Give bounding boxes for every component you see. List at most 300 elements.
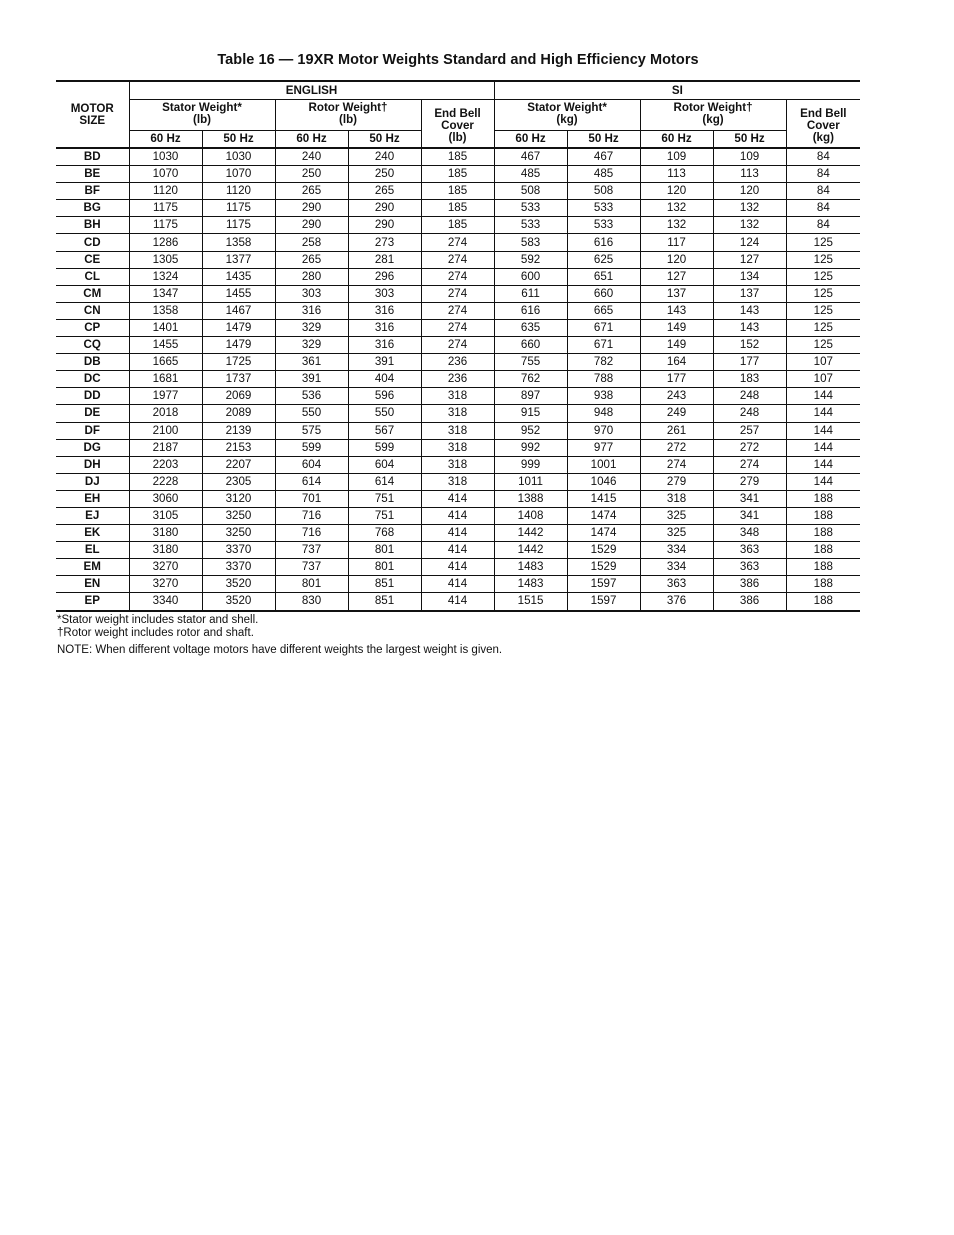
weight-cell: 274 xyxy=(421,268,494,285)
table-row xyxy=(56,183,860,200)
stator-kg-label: Stator Weight* xyxy=(527,101,607,114)
weight-cell: 3250 xyxy=(202,525,275,542)
end-bell-lb-header xyxy=(421,100,494,149)
weight-cell: 665 xyxy=(567,302,640,319)
weight-cell: 274 xyxy=(421,251,494,268)
stator-lb-label: Stator Weight* xyxy=(162,101,242,114)
weight-cell: 329 xyxy=(275,319,348,336)
weight-cell: 1120 xyxy=(129,183,202,200)
weight-cell: 296 xyxy=(348,268,421,285)
weight-cell: 999 xyxy=(494,456,567,473)
weight-cell: 84 xyxy=(786,217,860,234)
weight-cell: 485 xyxy=(494,166,567,183)
motor-size-label: MOTOR SIZE xyxy=(70,101,114,127)
weight-cell: 280 xyxy=(275,268,348,285)
weight-cell: 716 xyxy=(275,507,348,524)
weight-cell: 1474 xyxy=(567,525,640,542)
table-row xyxy=(56,507,860,524)
weight-cell: 137 xyxy=(713,285,786,302)
weight-cell: 248 xyxy=(713,388,786,405)
weight-cell: 164 xyxy=(640,354,713,371)
english-header: ENGLISH xyxy=(129,81,494,100)
weight-cell: 188 xyxy=(786,593,860,611)
weight-cell: 671 xyxy=(567,337,640,354)
table-body xyxy=(56,148,860,611)
table-row xyxy=(56,354,860,371)
weight-cell: 3180 xyxy=(129,542,202,559)
weight-cell: 1358 xyxy=(129,302,202,319)
weight-cell: 3180 xyxy=(129,525,202,542)
motor-size-cell: EM xyxy=(56,559,129,576)
weight-cell: 970 xyxy=(567,422,640,439)
weight-cell: 1474 xyxy=(567,507,640,524)
weight-cell: 143 xyxy=(713,319,786,336)
weight-cell: 948 xyxy=(567,405,640,422)
table-row xyxy=(56,490,860,507)
weight-cell: 143 xyxy=(640,302,713,319)
weight-cell: 1455 xyxy=(129,337,202,354)
weight-cell: 240 xyxy=(275,148,348,166)
motor-size-cell: DB xyxy=(56,354,129,371)
weight-cell: 185 xyxy=(421,200,494,217)
weight-cell: 391 xyxy=(275,371,348,388)
weight-cell: 2100 xyxy=(129,422,202,439)
weight-cell: 599 xyxy=(275,439,348,456)
weight-cell: 125 xyxy=(786,337,860,354)
weight-cell: 992 xyxy=(494,439,567,456)
table-row xyxy=(56,525,860,542)
weight-cell: 316 xyxy=(275,302,348,319)
weight-cell: 341 xyxy=(713,507,786,524)
weight-cell: 660 xyxy=(567,285,640,302)
weight-cell: 274 xyxy=(713,456,786,473)
weight-cell: 3370 xyxy=(202,542,275,559)
weight-cell: 414 xyxy=(421,490,494,507)
weight-cell: 414 xyxy=(421,576,494,593)
weight-cell: 144 xyxy=(786,405,860,422)
weight-cell: 1442 xyxy=(494,542,567,559)
weight-cell: 149 xyxy=(640,337,713,354)
motor-size-cell: DD xyxy=(56,388,129,405)
weight-cell: 508 xyxy=(494,183,567,200)
weight-cell: 2305 xyxy=(202,473,275,490)
weight-cell: 1286 xyxy=(129,234,202,251)
weight-cell: 265 xyxy=(275,183,348,200)
weight-cell: 84 xyxy=(786,200,860,217)
weight-cell: 258 xyxy=(275,234,348,251)
weight-cell: 391 xyxy=(348,354,421,371)
weight-cell: 290 xyxy=(275,217,348,234)
weight-cell: 616 xyxy=(567,234,640,251)
weight-cell: 279 xyxy=(640,473,713,490)
weight-cell: 152 xyxy=(713,337,786,354)
weight-cell: 3250 xyxy=(202,507,275,524)
weight-cell: 3105 xyxy=(129,507,202,524)
weight-cell: 414 xyxy=(421,593,494,611)
weight-note: NOTE: When different voltage motors have different weights the largest weight is given. xyxy=(57,644,503,656)
weight-cell: 830 xyxy=(275,593,348,611)
table-row xyxy=(56,405,860,422)
weight-cell: 977 xyxy=(567,439,640,456)
weight-cell: 132 xyxy=(713,200,786,217)
motor-size-cell: EH xyxy=(56,490,129,507)
weight-cell: 318 xyxy=(421,473,494,490)
rotor-lb-60hz-header: 60 Hz xyxy=(275,131,348,149)
weight-cell: 801 xyxy=(348,542,421,559)
weight-cell: 625 xyxy=(567,251,640,268)
stator-lb-50hz-header: 50 Hz xyxy=(202,131,275,149)
weight-cell: 2153 xyxy=(202,439,275,456)
weight-cell: 274 xyxy=(640,456,713,473)
weight-cell: 851 xyxy=(348,593,421,611)
weight-cell: 533 xyxy=(567,217,640,234)
table-row xyxy=(56,439,860,456)
weight-cell: 1070 xyxy=(202,166,275,183)
weight-cell: 1011 xyxy=(494,473,567,490)
weight-cell: 290 xyxy=(348,217,421,234)
stator-weight-kg-header xyxy=(494,100,640,131)
weight-cell: 149 xyxy=(640,319,713,336)
motor-size-cell: CM xyxy=(56,285,129,302)
weight-cell: 185 xyxy=(421,148,494,166)
weight-cell: 265 xyxy=(348,183,421,200)
weight-cell: 3370 xyxy=(202,559,275,576)
weight-cell: 533 xyxy=(494,200,567,217)
footnote-rotor: †Rotor weight includes rotor and shaft. xyxy=(57,627,254,639)
table-row xyxy=(56,371,860,388)
weight-cell: 318 xyxy=(421,439,494,456)
weight-cell: 274 xyxy=(421,285,494,302)
weight-cell: 318 xyxy=(421,388,494,405)
weight-cell: 671 xyxy=(567,319,640,336)
weight-cell: 1597 xyxy=(567,576,640,593)
weight-cell: 1175 xyxy=(129,200,202,217)
weight-cell: 550 xyxy=(275,405,348,422)
weight-cell: 318 xyxy=(640,490,713,507)
weight-cell: 386 xyxy=(713,576,786,593)
weight-cell: 303 xyxy=(275,285,348,302)
weight-cell: 318 xyxy=(421,422,494,439)
weight-cell: 261 xyxy=(640,422,713,439)
rotor-kg-label: Rotor Weight† xyxy=(673,101,753,114)
weight-cell: 414 xyxy=(421,542,494,559)
table-row xyxy=(56,388,860,405)
weight-cell: 1467 xyxy=(202,302,275,319)
weight-cell: 188 xyxy=(786,576,860,593)
motor-size-cell: BH xyxy=(56,217,129,234)
table-row xyxy=(56,422,860,439)
weight-cell: 801 xyxy=(275,576,348,593)
weight-cell: 107 xyxy=(786,354,860,371)
motor-size-cell: EP xyxy=(56,593,129,611)
weight-cell: 125 xyxy=(786,285,860,302)
weight-cell: 303 xyxy=(348,285,421,302)
weight-cell: 183 xyxy=(713,371,786,388)
weight-cell: 1070 xyxy=(129,166,202,183)
weight-cell: 536 xyxy=(275,388,348,405)
motor-size-cell: CE xyxy=(56,251,129,268)
table-row xyxy=(56,593,860,611)
weight-cell: 915 xyxy=(494,405,567,422)
weight-cell: 897 xyxy=(494,388,567,405)
weight-cell: 533 xyxy=(494,217,567,234)
weight-cell: 1483 xyxy=(494,576,567,593)
weight-cell: 137 xyxy=(640,285,713,302)
motor-weights-table xyxy=(56,80,860,612)
weight-cell: 567 xyxy=(348,422,421,439)
motor-size-cell: DG xyxy=(56,439,129,456)
weight-cell: 316 xyxy=(348,319,421,336)
weight-cell: 329 xyxy=(275,337,348,354)
weight-cell: 109 xyxy=(640,148,713,166)
weight-cell: 363 xyxy=(713,559,786,576)
weight-cell: 334 xyxy=(640,559,713,576)
weight-cell: 107 xyxy=(786,371,860,388)
weight-cell: 84 xyxy=(786,183,860,200)
table-row xyxy=(56,268,860,285)
weight-cell: 414 xyxy=(421,559,494,576)
weight-cell: 363 xyxy=(640,576,713,593)
table-row xyxy=(56,285,860,302)
weight-cell: 386 xyxy=(713,593,786,611)
weight-cell: 1175 xyxy=(202,200,275,217)
weight-cell: 318 xyxy=(421,405,494,422)
weight-cell: 125 xyxy=(786,268,860,285)
weight-cell: 361 xyxy=(275,354,348,371)
motor-size-cell: EL xyxy=(56,542,129,559)
weight-cell: 144 xyxy=(786,388,860,405)
weight-cell: 243 xyxy=(640,388,713,405)
weight-cell: 485 xyxy=(567,166,640,183)
weight-cell: 583 xyxy=(494,234,567,251)
weight-cell: 1483 xyxy=(494,559,567,576)
weight-cell: 604 xyxy=(348,456,421,473)
weight-cell: 701 xyxy=(275,490,348,507)
weight-cell: 851 xyxy=(348,576,421,593)
weight-cell: 188 xyxy=(786,542,860,559)
weight-cell: 188 xyxy=(786,525,860,542)
weight-cell: 144 xyxy=(786,473,860,490)
weight-cell: 120 xyxy=(640,251,713,268)
motor-size-cell: BF xyxy=(56,183,129,200)
weight-cell: 132 xyxy=(640,217,713,234)
weight-cell: 144 xyxy=(786,456,860,473)
motor-size-cell: DC xyxy=(56,371,129,388)
weight-cell: 3520 xyxy=(202,576,275,593)
weight-cell: 265 xyxy=(275,251,348,268)
weight-cell: 144 xyxy=(786,439,860,456)
motor-size-cell: EN xyxy=(56,576,129,593)
weight-cell: 113 xyxy=(640,166,713,183)
weight-cell: 1415 xyxy=(567,490,640,507)
table-row xyxy=(56,337,860,354)
motor-size-cell: DE xyxy=(56,405,129,422)
weight-cell: 1030 xyxy=(202,148,275,166)
weight-cell: 177 xyxy=(640,371,713,388)
end-bell-lb-line1: End Bell xyxy=(434,106,481,120)
weight-cell: 2139 xyxy=(202,422,275,439)
table-row xyxy=(56,559,860,576)
rotor-kg-unit: (kg) xyxy=(702,113,724,126)
weight-cell: 120 xyxy=(640,183,713,200)
weight-cell: 1324 xyxy=(129,268,202,285)
weight-cell: 250 xyxy=(348,166,421,183)
weight-cell: 1597 xyxy=(567,593,640,611)
weight-cell: 2089 xyxy=(202,405,275,422)
weight-cell: 614 xyxy=(348,473,421,490)
weight-cell: 290 xyxy=(275,200,348,217)
weight-cell: 762 xyxy=(494,371,567,388)
motor-size-cell: BD xyxy=(56,148,129,166)
weight-cell: 3270 xyxy=(129,559,202,576)
weight-cell: 120 xyxy=(713,183,786,200)
weight-cell: 751 xyxy=(348,507,421,524)
weight-cell: 113 xyxy=(713,166,786,183)
weight-cell: 801 xyxy=(348,559,421,576)
weight-cell: 938 xyxy=(567,388,640,405)
weight-cell: 248 xyxy=(713,405,786,422)
end-bell-kg-unit: (kg) xyxy=(812,130,834,144)
weight-cell: 274 xyxy=(421,234,494,251)
end-bell-kg-line1: End Bell xyxy=(800,106,847,120)
weight-cell: 177 xyxy=(713,354,786,371)
weight-cell: 604 xyxy=(275,456,348,473)
weight-cell: 316 xyxy=(348,337,421,354)
motor-size-cell: EJ xyxy=(56,507,129,524)
end-bell-kg-line2: Cover xyxy=(806,118,840,132)
weight-cell: 281 xyxy=(348,251,421,268)
table-row xyxy=(56,473,860,490)
weight-cell: 1442 xyxy=(494,525,567,542)
weight-cell: 611 xyxy=(494,285,567,302)
weight-cell: 755 xyxy=(494,354,567,371)
weight-cell: 3270 xyxy=(129,576,202,593)
weight-cell: 1977 xyxy=(129,388,202,405)
footnotes xyxy=(57,614,502,657)
weight-cell: 188 xyxy=(786,490,860,507)
table-row xyxy=(56,148,860,166)
stator-kg-unit: (kg) xyxy=(556,113,578,126)
table-header xyxy=(56,81,860,148)
weight-cell: 2018 xyxy=(129,405,202,422)
weight-cell: 257 xyxy=(713,422,786,439)
weight-cell: 3340 xyxy=(129,593,202,611)
weight-cell: 2207 xyxy=(202,456,275,473)
weight-cell: 1515 xyxy=(494,593,567,611)
weight-cell: 600 xyxy=(494,268,567,285)
weight-cell: 132 xyxy=(640,200,713,217)
table-row xyxy=(56,200,860,217)
weight-cell: 272 xyxy=(640,439,713,456)
motor-size-cell: CP xyxy=(56,319,129,336)
weight-cell: 132 xyxy=(713,217,786,234)
table-row xyxy=(56,302,860,319)
weight-cell: 109 xyxy=(713,148,786,166)
weight-cell: 952 xyxy=(494,422,567,439)
weight-cell: 185 xyxy=(421,217,494,234)
weight-cell: 1529 xyxy=(567,559,640,576)
rotor-kg-50hz-header: 50 Hz xyxy=(713,131,786,149)
table-row xyxy=(56,251,860,268)
weight-cell: 1377 xyxy=(202,251,275,268)
weight-cell: 1401 xyxy=(129,319,202,336)
motor-size-cell: CQ xyxy=(56,337,129,354)
weight-cell: 188 xyxy=(786,507,860,524)
weight-cell: 616 xyxy=(494,302,567,319)
weight-cell: 84 xyxy=(786,148,860,166)
weight-cell: 272 xyxy=(713,439,786,456)
weight-cell: 290 xyxy=(348,200,421,217)
motor-size-cell: DJ xyxy=(56,473,129,490)
weight-cell: 144 xyxy=(786,422,860,439)
weight-cell: 596 xyxy=(348,388,421,405)
end-bell-lb-line2: Cover xyxy=(441,118,474,132)
weight-cell: 2203 xyxy=(129,456,202,473)
weight-cell: 635 xyxy=(494,319,567,336)
weight-cell: 1665 xyxy=(129,354,202,371)
weight-cell: 737 xyxy=(275,559,348,576)
weight-cell: 782 xyxy=(567,354,640,371)
weight-cell: 1305 xyxy=(129,251,202,268)
weight-cell: 274 xyxy=(421,302,494,319)
weight-cell: 575 xyxy=(275,422,348,439)
weight-cell: 363 xyxy=(713,542,786,559)
stator-weight-lb-header xyxy=(129,100,275,131)
weight-cell: 1725 xyxy=(202,354,275,371)
motor-size-cell: DF xyxy=(56,422,129,439)
weight-cell: 125 xyxy=(786,234,860,251)
weight-cell: 127 xyxy=(713,251,786,268)
weight-cell: 3520 xyxy=(202,593,275,611)
weight-cell: 550 xyxy=(348,405,421,422)
weight-cell: 249 xyxy=(640,405,713,422)
end-bell-lb-unit: (lb) xyxy=(448,130,467,144)
motor-size-cell: CN xyxy=(56,302,129,319)
weight-cell: 599 xyxy=(348,439,421,456)
table-row xyxy=(56,319,860,336)
weight-cell: 143 xyxy=(713,302,786,319)
weight-cell: 127 xyxy=(640,268,713,285)
weight-cell: 404 xyxy=(348,371,421,388)
weight-cell: 250 xyxy=(275,166,348,183)
weight-cell: 1408 xyxy=(494,507,567,524)
motor-size-cell: CD xyxy=(56,234,129,251)
stator-kg-50hz-header: 50 Hz xyxy=(567,131,640,149)
stator-kg-60hz-header: 60 Hz xyxy=(494,131,567,149)
weight-cell: 1046 xyxy=(567,473,640,490)
table-row xyxy=(56,456,860,473)
weight-cell: 3120 xyxy=(202,490,275,507)
weight-cell: 1175 xyxy=(202,217,275,234)
weight-cell: 508 xyxy=(567,183,640,200)
weight-cell: 1388 xyxy=(494,490,567,507)
weight-cell: 325 xyxy=(640,525,713,542)
weight-cell: 316 xyxy=(348,302,421,319)
weight-cell: 117 xyxy=(640,234,713,251)
motor-size-cell: EK xyxy=(56,525,129,542)
weight-cell: 341 xyxy=(713,490,786,507)
motor-size-cell: DH xyxy=(56,456,129,473)
weight-cell: 188 xyxy=(786,559,860,576)
table-row xyxy=(56,576,860,593)
weight-cell: 240 xyxy=(348,148,421,166)
stator-lb-60hz-header: 60 Hz xyxy=(129,131,202,149)
rotor-lb-label: Rotor Weight† xyxy=(308,101,388,114)
weight-cell: 274 xyxy=(421,337,494,354)
weight-cell: 1347 xyxy=(129,285,202,302)
weight-cell: 414 xyxy=(421,525,494,542)
weight-cell: 467 xyxy=(494,148,567,166)
